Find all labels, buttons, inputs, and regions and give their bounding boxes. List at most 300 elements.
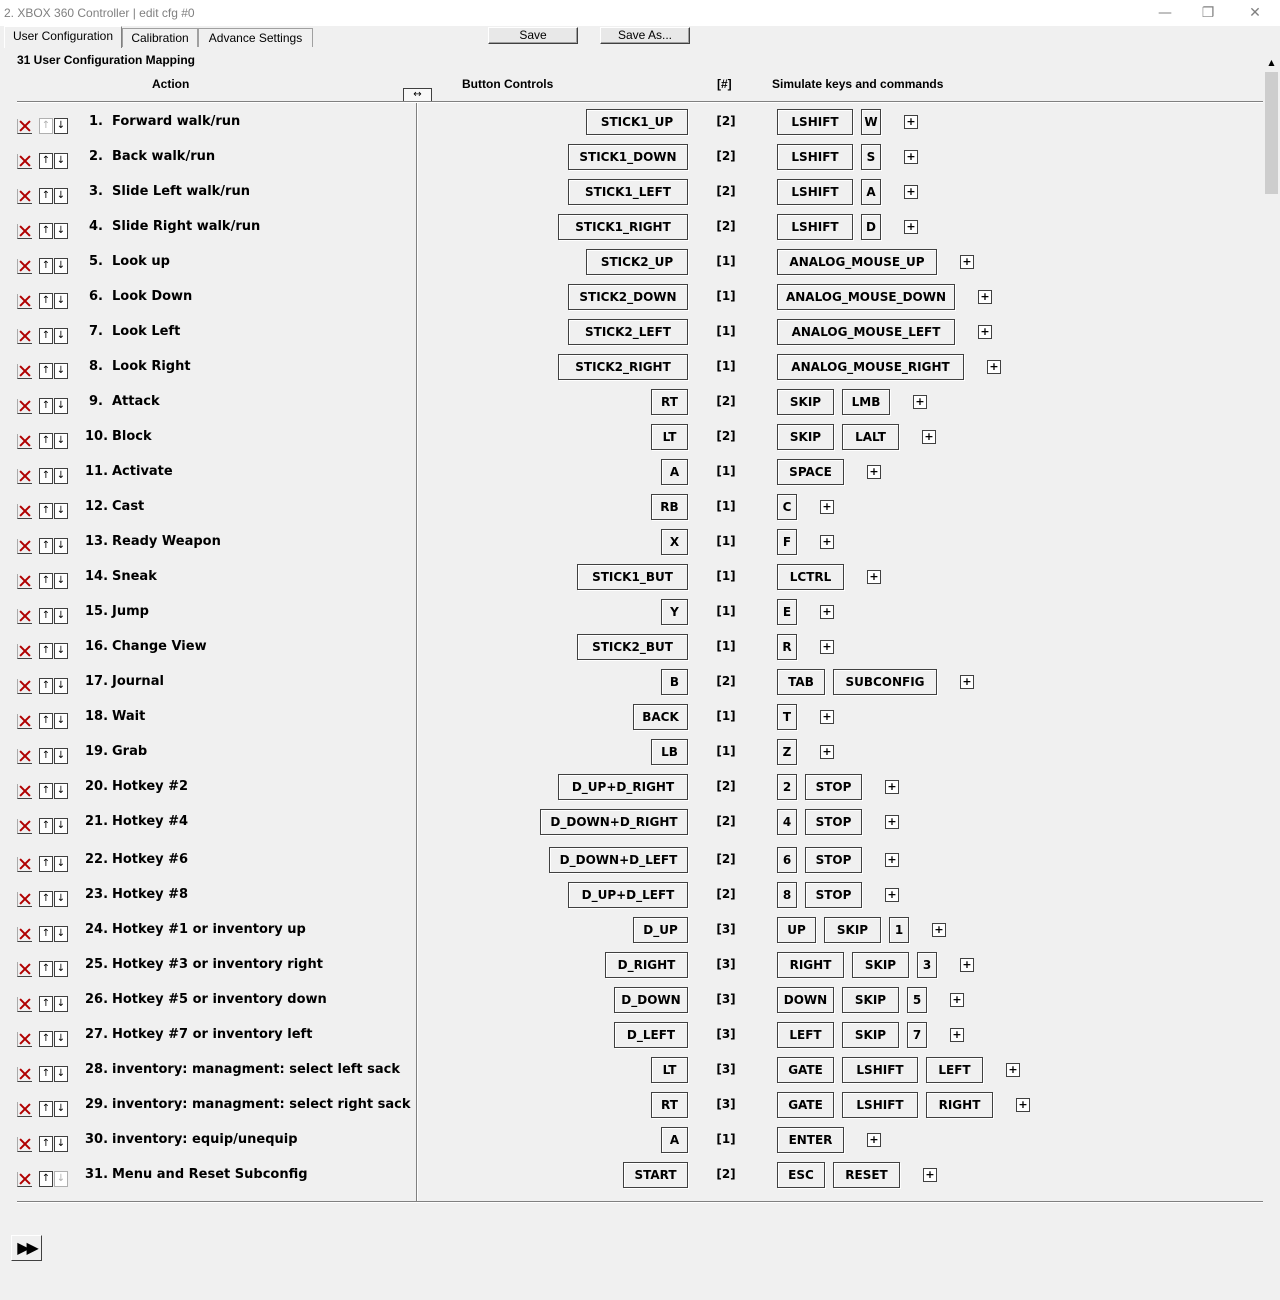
add-key-icon[interactable]: + [978,325,992,339]
button-control[interactable]: X [661,529,688,555]
row-number: 21. [85,814,109,829]
button-control[interactable]: A [661,1127,688,1153]
move-down-icon[interactable]: ↓ [54,1066,68,1082]
add-key-icon[interactable]: + [885,815,899,829]
move-down-icon[interactable]: ↓ [54,996,68,1012]
key-chip[interactable]: LALT [842,424,899,450]
key-chip[interactable]: SKIP [777,424,834,450]
button-control[interactable]: RT [651,1092,688,1118]
delete-icon[interactable] [17,119,32,134]
row-number: 2. [89,149,103,164]
button-control[interactable]: STICK1_UP [586,109,688,135]
move-down-icon[interactable]: ↓ [54,1171,68,1187]
column-header-count: [#] [717,77,732,91]
button-control[interactable]: BACK [633,704,688,730]
button-control[interactable]: STICK2_RIGHT [558,354,688,380]
add-key-icon[interactable]: + [960,255,974,269]
action-label[interactable]: Grab [112,744,148,759]
add-key-icon[interactable]: + [978,290,992,304]
delete-icon[interactable] [17,679,32,694]
key-chip[interactable]: RIGHT [777,952,844,978]
delete-icon[interactable] [17,259,32,274]
action-label[interactable]: Jump [112,604,149,619]
action-label[interactable]: inventory: managment: select left sack [112,1062,401,1077]
add-key-icon[interactable]: + [923,1168,937,1182]
key-chip[interactable]: LSHIFT [777,109,853,135]
action-label[interactable]: inventory: managment: select right sack [112,1097,411,1112]
key-chip[interactable]: LSHIFT [842,1057,918,1083]
delete-icon[interactable] [17,1067,32,1082]
button-control[interactable]: STICK2_BUT [577,634,688,660]
move-up-icon[interactable]: ↑ [39,363,53,379]
key-chip[interactable]: LSHIFT [777,214,853,240]
move-up-icon[interactable]: ↑ [39,678,53,694]
add-key-icon[interactable]: + [820,745,834,759]
key-count: [2] [716,114,736,128]
move-down-icon[interactable]: ↓ [54,153,68,169]
column-header-button-controls: Button Controls [462,77,554,91]
button-control[interactable]: D_UP [633,917,688,943]
move-up-icon[interactable]: ↑ [39,188,53,204]
key-count: [2] [716,674,736,688]
row-number: 3. [89,184,103,199]
move-up-icon[interactable]: ↑ [39,643,53,659]
key-count: [1] [716,464,736,478]
button-control[interactable]: STICK2_UP [586,249,688,275]
key-chip[interactable]: SUBCONFIG [833,669,937,695]
move-down-icon[interactable]: ↓ [54,891,68,907]
key-chip[interactable]: GATE [777,1092,834,1118]
restore-icon[interactable]: ❐ [1201,5,1215,21]
delete-icon[interactable] [17,1137,32,1152]
key-count: [2] [716,149,736,163]
table-row [0,422,1262,457]
key-chip[interactable]: STOP [805,882,862,908]
add-key-icon[interactable]: + [960,675,974,689]
delete-icon[interactable] [17,399,32,414]
button-control[interactable]: D_DOWN [614,987,688,1013]
add-key-icon[interactable]: + [987,360,1001,374]
button-control[interactable]: LT [651,424,688,450]
add-key-icon[interactable]: + [950,1028,964,1042]
delete-icon[interactable] [17,714,32,729]
delete-icon[interactable] [17,997,32,1012]
action-label[interactable]: Look Left [112,324,181,339]
delete-icon[interactable] [17,574,32,589]
move-down-icon[interactable]: ↓ [54,503,68,519]
button-control[interactable]: D_UP+D_LEFT [568,882,688,908]
move-down-icon[interactable]: ↓ [54,713,68,729]
move-up-icon[interactable]: ↑ [39,153,53,169]
move-up-icon[interactable]: ↑ [39,258,53,274]
action-label[interactable]: Sneak [112,569,157,584]
move-up-icon[interactable]: ↑ [39,1101,53,1117]
table-row [0,1055,1262,1090]
move-down-icon[interactable]: ↓ [54,433,68,449]
key-count: [3] [716,957,736,971]
button-control[interactable]: D_RIGHT [605,952,688,978]
delete-icon[interactable] [17,539,32,554]
table-row [0,667,1262,702]
delete-icon[interactable] [17,224,32,239]
add-key-icon[interactable]: + [867,465,881,479]
table-row [0,562,1262,597]
move-up-icon[interactable]: ↑ [39,856,53,872]
key-chip[interactable]: F [777,529,797,555]
row-number: 14. [85,569,109,584]
move-up-icon[interactable]: ↑ [39,996,53,1012]
key-chip[interactable]: 2 [777,774,797,800]
move-up-icon[interactable]: ↑ [39,328,53,344]
key-chip[interactable]: ANALOG_MOUSE_DOWN [777,284,955,310]
key-chip[interactable]: C [777,494,797,520]
key-chip[interactable]: GATE [777,1057,834,1083]
add-key-icon[interactable]: + [820,640,834,654]
add-key-icon[interactable]: + [904,220,918,234]
delete-icon[interactable] [17,364,32,379]
tab-advance-settings[interactable]: Advance Settings [198,28,313,47]
key-chip[interactable]: 3 [917,952,937,978]
move-up-icon[interactable]: ↑ [39,1171,53,1187]
header-divider [17,101,1263,103]
key-chip[interactable]: W [861,109,881,135]
delete-icon[interactable] [17,1102,32,1117]
add-key-icon[interactable]: + [932,923,946,937]
key-chip[interactable]: SKIP [852,952,909,978]
key-chip[interactable]: S [861,144,881,170]
key-chip[interactable]: TAB [777,669,825,695]
key-chip[interactable]: STOP [805,847,862,873]
button-control[interactable]: STICK1_DOWN [568,144,688,170]
move-up-icon[interactable]: ↑ [39,818,53,834]
delete-icon[interactable] [17,857,32,872]
table-row [0,212,1262,247]
save-button[interactable]: Save [488,27,578,44]
move-up-icon[interactable]: ↑ [39,538,53,554]
row-number: 19. [85,744,109,759]
action-label[interactable]: Back walk/run [112,149,216,164]
add-key-icon[interactable]: + [904,115,918,129]
action-label[interactable]: Ready Weapon [112,534,221,549]
button-control[interactable]: D_DOWN+D_LEFT [549,847,688,873]
move-up-icon[interactable]: ↑ [39,1031,53,1047]
move-down-icon[interactable]: ↓ [54,468,68,484]
table-row [0,597,1262,632]
action-label[interactable]: Look up [112,254,170,269]
key-chip[interactable]: 1 [889,917,909,943]
key-chip[interactable]: SKIP [824,917,881,943]
add-key-icon[interactable]: + [885,853,899,867]
move-up-icon[interactable]: ↑ [39,783,53,799]
delete-icon[interactable] [17,962,32,977]
move-up-icon[interactable]: ↑ [39,398,53,414]
key-chip[interactable]: E [777,599,797,625]
action-label[interactable]: Slide Left walk/run [112,184,250,199]
key-chip[interactable]: STOP [805,809,862,835]
add-key-icon[interactable]: + [1016,1098,1030,1112]
button-control[interactable]: A [661,459,688,485]
delete-icon[interactable] [17,504,32,519]
action-label[interactable]: Hotkey #6 [112,852,189,867]
add-key-icon[interactable]: + [820,710,834,724]
key-count: [1] [716,324,736,338]
add-key-icon[interactable]: + [820,605,834,619]
key-chip[interactable]: D [861,214,881,240]
close-icon[interactable]: ✕ [1249,5,1261,21]
delete-icon[interactable] [17,819,32,834]
add-key-icon[interactable]: + [867,570,881,584]
key-count: [2] [716,184,736,198]
add-key-icon[interactable]: + [820,535,834,549]
key-chip[interactable]: SKIP [842,1022,899,1048]
table-row [0,1160,1262,1195]
button-control[interactable]: START [623,1162,688,1188]
key-chip[interactable]: LMB [842,389,890,415]
delete-icon[interactable] [17,609,32,624]
key-chip[interactable]: 6 [777,847,797,873]
action-label[interactable]: Cast [112,499,145,514]
move-down-icon[interactable]: ↓ [54,818,68,834]
action-label[interactable]: Block [112,429,152,444]
key-count: [2] [716,814,736,828]
scrollbar-thumb[interactable] [1265,72,1278,194]
delete-icon[interactable] [17,1172,32,1187]
action-label[interactable]: Menu and Reset Subconfig [112,1167,308,1182]
button-control[interactable]: Y [661,599,688,625]
table-row [0,950,1262,985]
move-down-icon[interactable]: ↓ [54,258,68,274]
move-up-icon[interactable]: ↑ [39,748,53,764]
move-down-icon[interactable]: ↓ [54,783,68,799]
key-count: [2] [716,1167,736,1181]
move-up-icon[interactable]: ↑ [39,961,53,977]
action-label[interactable]: inventory: equip/unequip [112,1132,298,1147]
move-up-icon[interactable]: ↑ [39,573,53,589]
move-up-icon[interactable]: ↑ [39,1066,53,1082]
add-key-icon[interactable]: + [1006,1063,1020,1077]
delete-icon[interactable] [17,749,32,764]
delete-icon[interactable] [17,784,32,799]
add-key-icon[interactable]: + [885,888,899,902]
move-up-icon[interactable]: ↑ [39,1136,53,1152]
move-down-icon[interactable]: ↓ [54,538,68,554]
move-up-icon[interactable]: ↑ [39,223,53,239]
save-as-button[interactable]: Save As... [600,27,690,44]
key-chip[interactable]: RESET [833,1162,900,1188]
button-control[interactable]: LB [651,739,688,765]
button-control[interactable]: RT [651,389,688,415]
move-up-icon[interactable]: ↑ [39,293,53,309]
action-label[interactable]: Journal [112,674,164,689]
delete-icon[interactable] [17,644,32,659]
move-down-icon[interactable]: ↓ [54,573,68,589]
key-chip[interactable]: 8 [777,882,797,908]
row-number: 7. [89,324,103,339]
action-label[interactable]: Wait [112,709,146,724]
key-chip[interactable]: LCTRL [777,564,844,590]
key-chip[interactable]: ENTER [777,1127,844,1153]
key-chip[interactable]: Z [777,739,797,765]
move-down-icon[interactable]: ↓ [54,363,68,379]
move-down-icon[interactable]: ↓ [54,678,68,694]
action-label[interactable]: Hotkey #7 or inventory left [112,1027,313,1042]
tab-calibration[interactable]: Calibration [122,28,198,47]
action-label[interactable]: Slide Right walk/run [112,219,261,234]
move-down-icon[interactable]: ↓ [54,608,68,624]
action-label[interactable]: Change View [112,639,207,654]
key-chip[interactable]: SPACE [777,459,844,485]
row-number: 18. [85,709,109,724]
key-count: [1] [716,1132,736,1146]
key-chip[interactable]: LSHIFT [777,144,853,170]
key-chip[interactable]: LEFT [926,1057,983,1083]
button-control[interactable]: D_DOWN+D_RIGHT [540,809,688,835]
action-label[interactable]: Hotkey #4 [112,814,189,829]
action-label[interactable]: Hotkey #2 [112,779,189,794]
key-chip[interactable]: RIGHT [926,1092,993,1118]
move-down-icon[interactable]: ↓ [54,118,68,134]
key-chip[interactable]: LEFT [777,1022,834,1048]
move-up-icon[interactable]: ↑ [39,608,53,624]
delete-icon[interactable] [17,927,32,942]
delete-icon[interactable] [17,189,32,204]
add-key-icon[interactable]: + [922,430,936,444]
move-down-icon[interactable]: ↓ [54,961,68,977]
button-control[interactable]: B [661,669,688,695]
key-chip[interactable]: SKIP [842,987,899,1013]
move-down-icon[interactable]: ↓ [54,1031,68,1047]
move-up-icon[interactable]: ↑ [39,926,53,942]
row-number: 10. [85,429,109,444]
move-down-icon[interactable]: ↓ [54,188,68,204]
move-down-icon[interactable]: ↓ [54,398,68,414]
key-count: [1] [716,744,736,758]
key-chip[interactable]: ANALOG_MOUSE_LEFT [777,319,955,345]
action-label[interactable]: Hotkey #8 [112,887,189,902]
button-control[interactable]: RB [651,494,688,520]
move-up-icon[interactable]: ↑ [39,468,53,484]
key-count: [2] [716,394,736,408]
row-number: 5. [89,254,103,269]
key-chip[interactable]: 7 [907,1022,927,1048]
move-up-icon[interactable]: ↑ [39,503,53,519]
key-chip[interactable]: UP [777,917,816,943]
tab-user-configuration[interactable]: User Configuration [4,26,122,48]
button-control[interactable]: STICK1_RIGHT [558,214,688,240]
action-label[interactable]: Hotkey #5 or inventory down [112,992,327,1007]
table-row [0,282,1262,317]
row-number: 16. [85,639,109,654]
button-control[interactable]: LT [651,1057,688,1083]
delete-icon[interactable] [17,469,32,484]
delete-icon[interactable] [17,154,32,169]
key-count: [1] [716,639,736,653]
move-down-icon[interactable]: ↓ [54,856,68,872]
button-control[interactable]: STICK2_DOWN [568,284,688,310]
key-chip[interactable]: LSHIFT [842,1092,918,1118]
key-chip[interactable]: ANALOG_MOUSE_UP [777,249,937,275]
move-down-icon[interactable]: ↓ [54,1136,68,1152]
action-label[interactable]: Look Right [112,359,191,374]
key-count: [3] [716,1062,736,1076]
add-key-icon[interactable]: + [904,185,918,199]
add-key-icon[interactable]: + [960,958,974,972]
key-chip[interactable]: DOWN [777,987,834,1013]
scroll-up-icon[interactable]: ▲ [1268,58,1275,67]
action-label[interactable]: Look Down [112,289,193,304]
add-key-icon[interactable]: + [950,993,964,1007]
move-down-icon[interactable]: ↓ [54,926,68,942]
key-chip[interactable]: STOP [805,774,862,800]
column-resize-icon[interactable]: ↔ [403,88,432,102]
button-control[interactable]: D_LEFT [614,1022,688,1048]
add-key-icon[interactable]: + [904,150,918,164]
key-chip[interactable]: 5 [907,987,927,1013]
add-key-icon[interactable]: + [913,395,927,409]
row-number: 6. [89,289,103,304]
action-label[interactable]: Forward walk/run [112,114,241,129]
minimize-icon[interactable]: — [1158,5,1172,21]
table-row [0,527,1262,562]
delete-icon[interactable] [17,329,32,344]
add-key-icon[interactable]: + [885,780,899,794]
move-up-icon[interactable]: ↑ [39,433,53,449]
key-chip[interactable]: LSHIFT [777,179,853,205]
key-chip[interactable]: SKIP [777,389,834,415]
key-chip[interactable]: A [861,179,881,205]
move-down-icon[interactable]: ↓ [54,748,68,764]
table-row [0,985,1262,1020]
table-row [0,247,1262,282]
button-control[interactable]: STICK2_LEFT [568,319,688,345]
move-down-icon[interactable]: ↓ [54,643,68,659]
action-label[interactable]: Attack [112,394,160,409]
key-chip[interactable]: 4 [777,809,797,835]
move-up-icon[interactable]: ↑ [39,118,53,134]
add-key-icon[interactable]: + [867,1133,881,1147]
table-row [0,177,1262,212]
vertical-scrollbar[interactable] [1263,52,1280,1200]
move-up-icon[interactable]: ↑ [39,891,53,907]
key-chip[interactable]: R [777,634,797,660]
action-label[interactable]: Hotkey #1 or inventory up [112,922,306,937]
delete-icon[interactable] [17,892,32,907]
add-key-icon[interactable]: + [820,500,834,514]
move-down-icon[interactable]: ↓ [54,223,68,239]
delete-icon[interactable] [17,434,32,449]
row-number: 11. [85,464,109,479]
move-up-icon[interactable]: ↑ [39,713,53,729]
action-label[interactable]: Hotkey #3 or inventory right [112,957,323,972]
next-page-button[interactable]: ▶▶ [11,1235,42,1261]
delete-icon[interactable] [17,294,32,309]
button-control[interactable]: STICK1_LEFT [568,179,688,205]
key-chip[interactable]: ESC [777,1162,825,1188]
button-control[interactable]: STICK1_BUT [577,564,688,590]
key-chip[interactable]: T [777,704,797,730]
move-down-icon[interactable]: ↓ [54,293,68,309]
move-down-icon[interactable]: ↓ [54,328,68,344]
move-down-icon[interactable]: ↓ [54,1101,68,1117]
action-label[interactable]: Activate [112,464,173,479]
button-control[interactable]: D_UP+D_RIGHT [558,774,688,800]
row-number: 28. [85,1062,109,1077]
row-number: 8. [89,359,103,374]
key-count: [2] [716,887,736,901]
delete-icon[interactable] [17,1032,32,1047]
row-number: 4. [89,219,103,234]
key-chip[interactable]: ANALOG_MOUSE_RIGHT [777,354,964,380]
